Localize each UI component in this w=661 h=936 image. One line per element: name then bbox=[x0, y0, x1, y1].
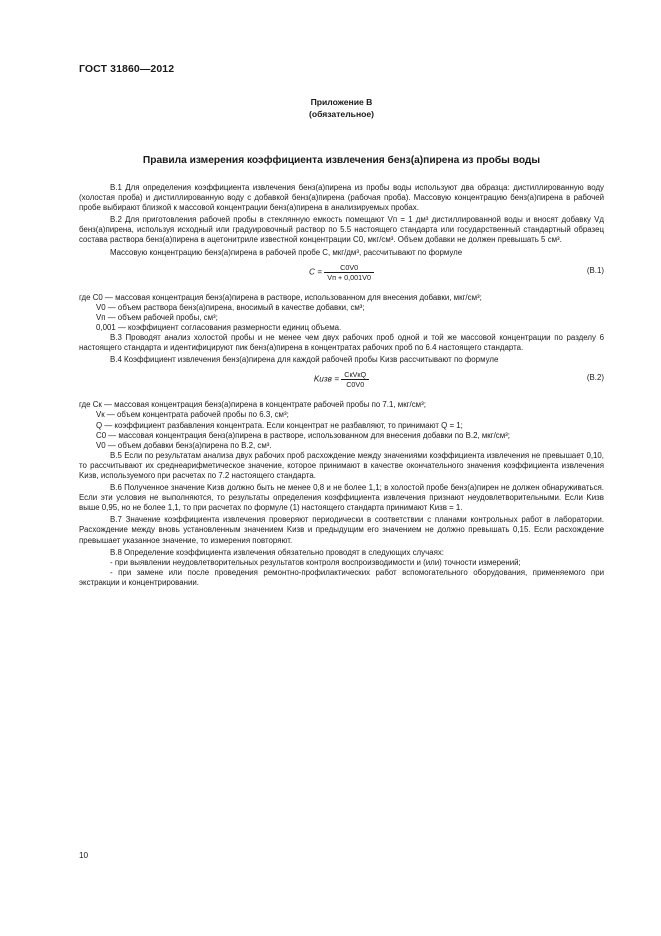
definitions-b2 bbox=[79, 400, 604, 450]
document-header: ГОСТ 31860—2012 bbox=[79, 63, 175, 75]
formula-b1-fraction bbox=[324, 263, 374, 282]
definition-item: V0 — объем раствора бенз(а)пирена, вносимый в качестве добавки, см³; bbox=[96, 302, 365, 312]
definition-item: 0,001 — коэффициент согласования размерности единиц объема. bbox=[96, 322, 342, 332]
appendix-type: (обязательное) bbox=[308, 109, 375, 119]
formula-b1-number: (В.1) bbox=[586, 265, 604, 275]
section-title: Правила измерения коэффициента извлечения бенз(а)пирена из пробы воды bbox=[142, 155, 541, 166]
formula-b1-lhs: C = bbox=[309, 267, 323, 277]
definition-item: Q — коэффициент разбавления концентрата. Если концентрат не разбавляют, то принимают Q = 1; bbox=[96, 420, 463, 430]
definition-item: где C0 — массовая концентрация бенз(а)пирена в растворе, использованном для внесения добавки, мкг/см³; bbox=[79, 292, 482, 302]
formula-b2-fraction bbox=[341, 370, 369, 389]
formula-b1 bbox=[79, 260, 604, 290]
appendix-label: Приложение В bbox=[310, 97, 373, 107]
paragraph-b4: В.4 Коэффициент извлечения бенз(а)пирена для каждой рабочей пробы Kизв рассчитывают по формуле bbox=[110, 355, 499, 365]
paragraph-b2-intro: Массовую концентрацию бенз(а)пирена в рабочей пробе C, мкг/дм³, рассчитывают по формуле bbox=[110, 247, 463, 257]
paragraph-b8: В.8 Определение коэффициента извлечения обязательно проводят в следующих случаях: bbox=[110, 547, 444, 557]
definition-item: C0 — массовая концентрация бенз(а)пирена в растворе, использованном для внесения добавки по В.2, мкг/см³; bbox=[96, 430, 510, 440]
page-number: 10 bbox=[79, 851, 89, 860]
paragraph-b1: В.1 Для определения коэффициента извлечения бенз(а)пирена из пробы воды используют два образца: дистиллированную воду (холостая проба) и дистиллированную воду с добавкой бенз(а)пирена (рабочая проба). Массовую концентрацию бенз(а)пирена в рабочей пробе выбирают близкой к массовой концентрации бенз(а)пирена в анализируемых пробах. bbox=[79, 183, 604, 213]
paragraph-b6: В.6 Полученное значение Kизв должно быть не менее 0,8 и не более 1,1; в холостой пробе бенз(а)пирен не должен обнаруживаться. Если эти условия не выполняются, то результаты определения коэффициента извлечения признают неудовлетворительными. Если Kизв выше 0,95, но не более 1,1, то при расчетах по формуле (1) настоящего стандарта принимают Kизв = 1. bbox=[79, 483, 604, 513]
paragraph-b5: В.5 Если по результатам анализа двух рабочих проб расхождение между значениями коэффициента извлечения не превышает 0,10, то рассчитывают их среднеарифметическое значение, которое принимают в качестве окончательного значения коэффициента извлечения Kизв, используемого при расчетах по 7.2 настоящего стандарта. bbox=[79, 450, 604, 480]
paragraph-b2: В.2 Для приготовления рабочей пробы в стеклянную емкость помещают Vп = 1 дм³ дистиллированной воды и вносят добавку Vд бенз(а)пирена, используя исходный или градуировочный раствор по 5.5 настоящего стандарта или государственный стандартный образец состава раствора бенз(а)пирена в ацетонитриле известной концентрации C0, мкг/см³. Объем добавки не должен превышать 5 см³. bbox=[79, 215, 604, 245]
formula-b2-numerator: CкVкQ bbox=[344, 370, 367, 380]
list-item: - при выявлении неудовлетворительных результатов контроля воспроизводимости и (или) точности измерений; bbox=[110, 557, 521, 567]
list-item: - при замене или после проведения ремонтно-профилактических работ вспомогательного оборудования, применяемого при экстракции и концентрировании. bbox=[79, 567, 604, 587]
definitions-b1 bbox=[79, 293, 604, 333]
definition-item: Vп — объем рабочей пробы, см³; bbox=[96, 312, 218, 322]
definition-item: Vк — объем концентрата рабочей пробы по 6.3, см³; bbox=[96, 410, 289, 420]
formula-b1-denominator: Vп + 0,001V0 bbox=[324, 272, 374, 282]
document-body bbox=[79, 183, 604, 588]
paragraph-b7: В.7 Значение коэффициента извлечения проверяют периодически в соответствии с планами контрольных работ в лаборатории. Расхождение между вновь установленным значением Kизв и предыдущим его значением не должно превышать 0,15. Если расхождение превышает указанное значение, то измерения повторяют. bbox=[79, 515, 604, 545]
paragraph-b3: В.3 Проводят анализ холостой пробы и не менее чем двух рабочих проб одной и той же массовой концентрации по разделу 6 настоящего стандарта и идентифицируют пик бенз(а)пирена в концентратах рабочих проб по 6.4 настоящего стандарта. bbox=[79, 333, 604, 353]
formula-b2-denominator: C0V0 bbox=[341, 379, 369, 389]
formula-b1-numerator: C0V0 bbox=[340, 262, 359, 272]
formula-b2-number: (В.2) bbox=[586, 373, 604, 383]
formula-b2 bbox=[79, 367, 604, 397]
formula-b2-lhs: Kизв = bbox=[313, 374, 339, 384]
definition-item: где Cк — массовая концентрация бенз(а)пирена в концентрате рабочей пробы по 7.1, мкг/см³; bbox=[79, 400, 426, 410]
definition-item: V0 — объем добавки бенз(а)пирена по В.2, см³. bbox=[96, 440, 272, 450]
